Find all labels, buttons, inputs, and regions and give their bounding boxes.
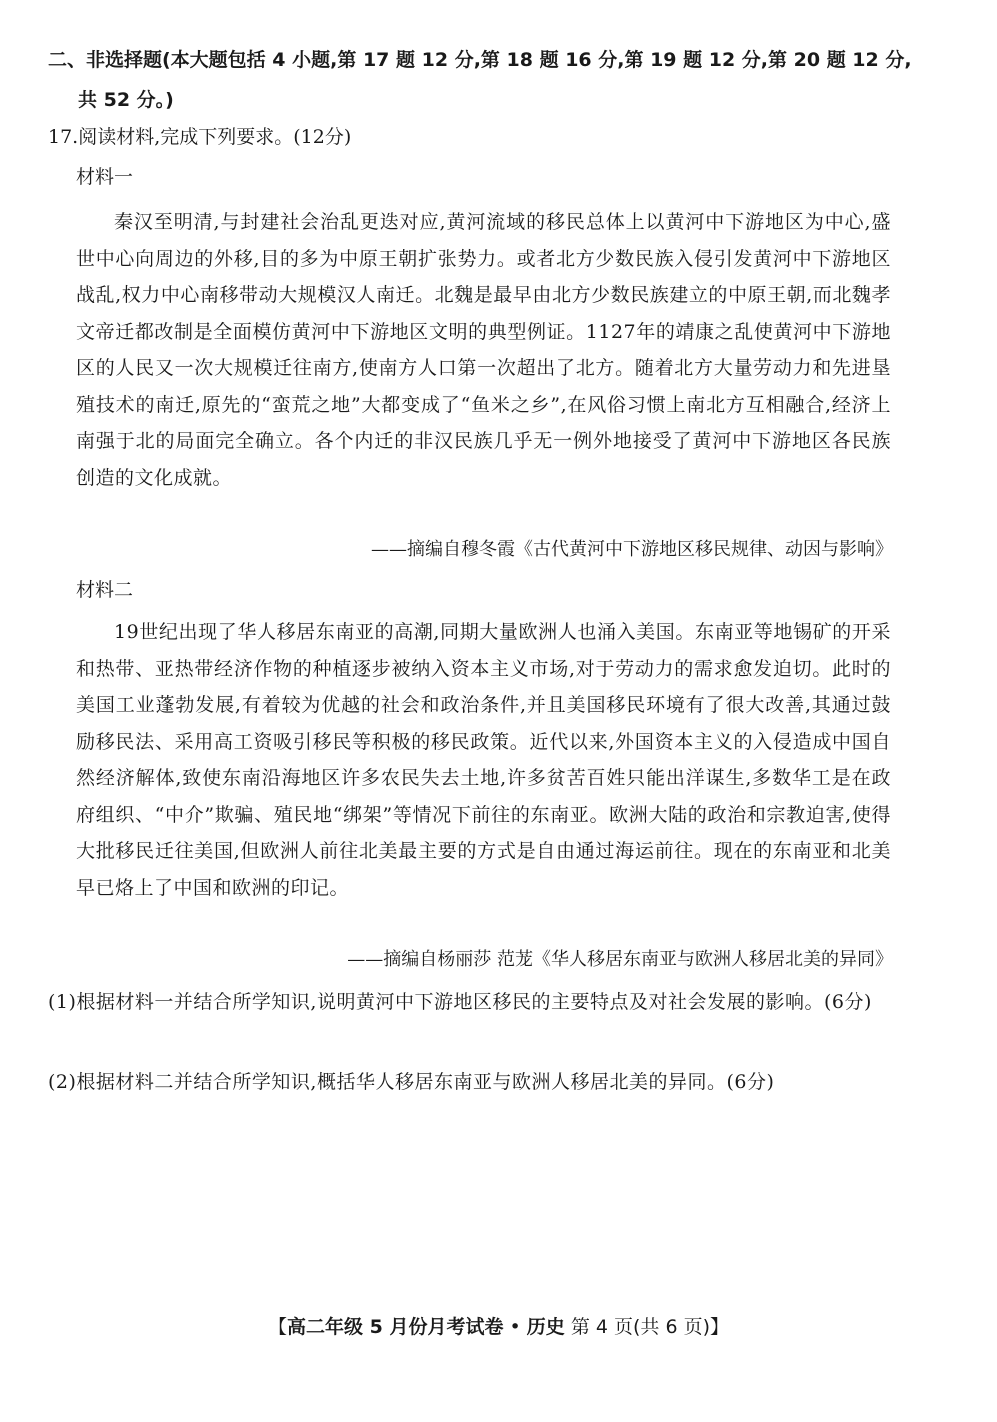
footer-dot: • bbox=[503, 1316, 527, 1338]
sub-question-1: (1)根据材料一并结合所学知识,说明黄河中下游地区移民的主要特点及对社会发展的影响。(6分) bbox=[48, 991, 872, 1013]
page-footer bbox=[0, 1312, 997, 1342]
material-2-source: ——摘编自杨丽莎 范茏《华人移居东南亚与欧洲人移居北美的异同》 bbox=[347, 949, 893, 970]
material-1-source: ——摘编自穆冬霞《古代黄河中下游地区移民规律、动因与影响》 bbox=[371, 539, 893, 560]
section-header bbox=[48, 40, 948, 120]
question-17-title: 17.阅读材料,完成下列要求。(12分) bbox=[48, 126, 352, 148]
section-header-line2: 共 52 分。) bbox=[78, 89, 174, 111]
material-1-text: 秦汉至明清,与封建社会治乱更迭对应,黄河流域的移民总体上以黄河中下游地区为中心,盛世中心向周边的外移,目的多为中原王朝扩张势力。或者北方少数民族入侵引发黄河中下游地区战乱,权力中心南移带动大规模汉人南迁。北魏是最早由北方少数民族建立的中原王朝,而北魏孝文帝迁都改制是全面模仿黄河中下游地区文明的典型例证。1127年的靖康之乱使黄河中下游地区的人民又一次大规模迁往南方,使南方人口第一次超出了北方。随着北方大量劳动力和先进垦殖技术的南迁,原先的“蛮荒之地”大都变成了“鱼米之乡”,在风俗习惯上南北方互相融合,经济上南强于北的局面完全确立。各个内迁的非汉民族几乎无一例外地接受了黄河中下游地区各民族创造的文化成就。 bbox=[76, 211, 891, 489]
footer-open-bracket: 【 bbox=[268, 1316, 288, 1338]
material-2-text: 19世纪出现了华人移居东南亚的高潮,同期大量欧洲人也涌入美国。东南亚等地锡矿的开采和热带、亚热带经济作物的种植逐步被纳入资本主义市场,对于劳动力的需求愈发迫切。此时的美国工业蓬勃发展,有着较为优越的社会和政治条件,并且美国移民环境有了很大改善,其通过鼓励移民法、采用高工资吸引移民等积极的移民政策。近代以来,外国资本主义的入侵造成中国自然经济解体,致使东南沿海地区许多农民失去土地,许多贫苦百姓只能出洋谋生,多数华工是在政府组织、“中介”欺骗、殖民地“绑架”等情况下前往的东南亚。欧洲大陆的政治和宗教迫害,使得大批移民迁往美国,但欧洲人前往北美最主要的方式是自由通过海运前往。现在的东南亚和北美早已烙上了中国和欧洲的印记。 bbox=[76, 621, 891, 899]
material-2-label: 材料二 bbox=[76, 579, 134, 601]
section-header-line1: 二、非选择题(本大题包括 4 小题,第 17 题 12 分,第 18 题 16 分,第 19 题 12 分,第 20 题 12 分, bbox=[48, 49, 912, 71]
sub-question-2: (2)根据材料二并结合所学知识,概括华人移居东南亚与欧洲人移居北美的异同。(6分) bbox=[48, 1071, 775, 1093]
material-1-label: 材料一 bbox=[76, 166, 134, 188]
footer-subject: 历史 bbox=[526, 1316, 565, 1338]
footer-close-bracket: 】 bbox=[709, 1316, 729, 1338]
footer-page-number: 第 4 页(共 6 页) bbox=[564, 1316, 710, 1338]
footer-exam-name: 高二年级 5 月份月考试卷 bbox=[287, 1316, 504, 1338]
